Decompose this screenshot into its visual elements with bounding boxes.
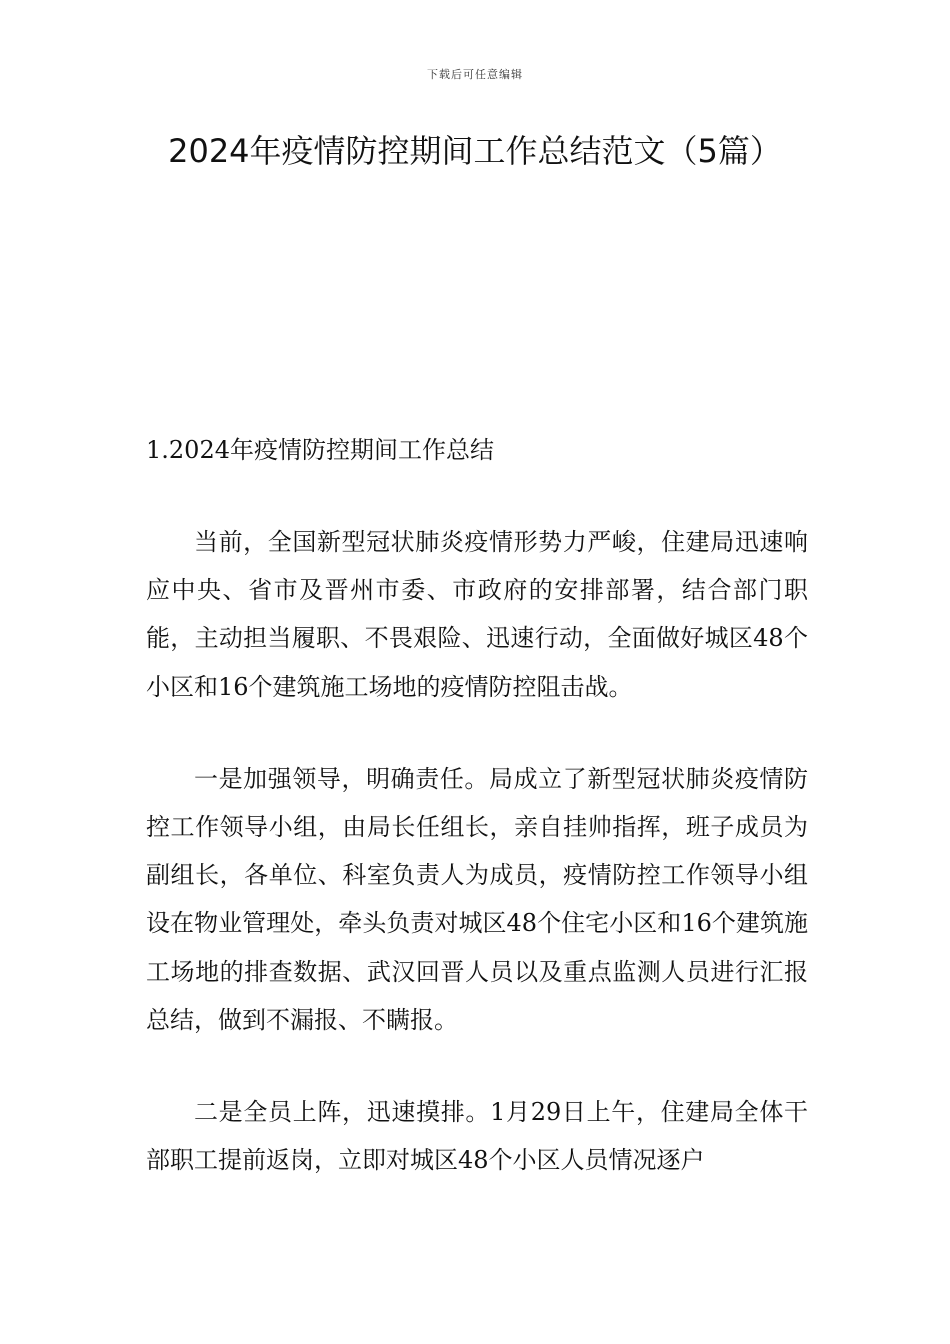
- paragraph-2: 一是加强领导，明确责任。局成立了新型冠状肺炎疫情防控工作领导小组，由局长任组长，亲自挂帅指挥，班子成员为副组长，各单位、科室负责人为成员，疫情防控工作领导小组设在物业管理处，牵头负责对城区48个住宅小区和16个建筑施工场地的排查数据、武汉回晋人员以及重点监测人员进行汇报总结，做到不漏报、不瞒报。: [146, 764, 808, 1034]
- document-title: 2024年疫情防控期间工作总结范文（5篇）: [168, 132, 782, 170]
- paragraph-3: 二是全员上阵，迅速摸排。1月29日上午，住建局全体干部职工提前返岗，立即对城区48个小区人员情况逐户: [146, 1098, 808, 1175]
- paragraph-1: 当前，全国新型冠状肺炎疫情形势力严峻，住建局迅速响应中央、省市及晋州市委、市政府的安排部署，结合部门职能，主动担当履职、不畏艰险、迅速行动，全面做好城区48个小区和16个建筑施工场地的疫情防控阻击战。: [146, 528, 808, 701]
- page-header-note: 下载后可任意编辑: [427, 68, 523, 81]
- document-body: [146, 426, 808, 1184]
- section-heading: 1.2024年疫情防控期间工作总结: [146, 436, 494, 464]
